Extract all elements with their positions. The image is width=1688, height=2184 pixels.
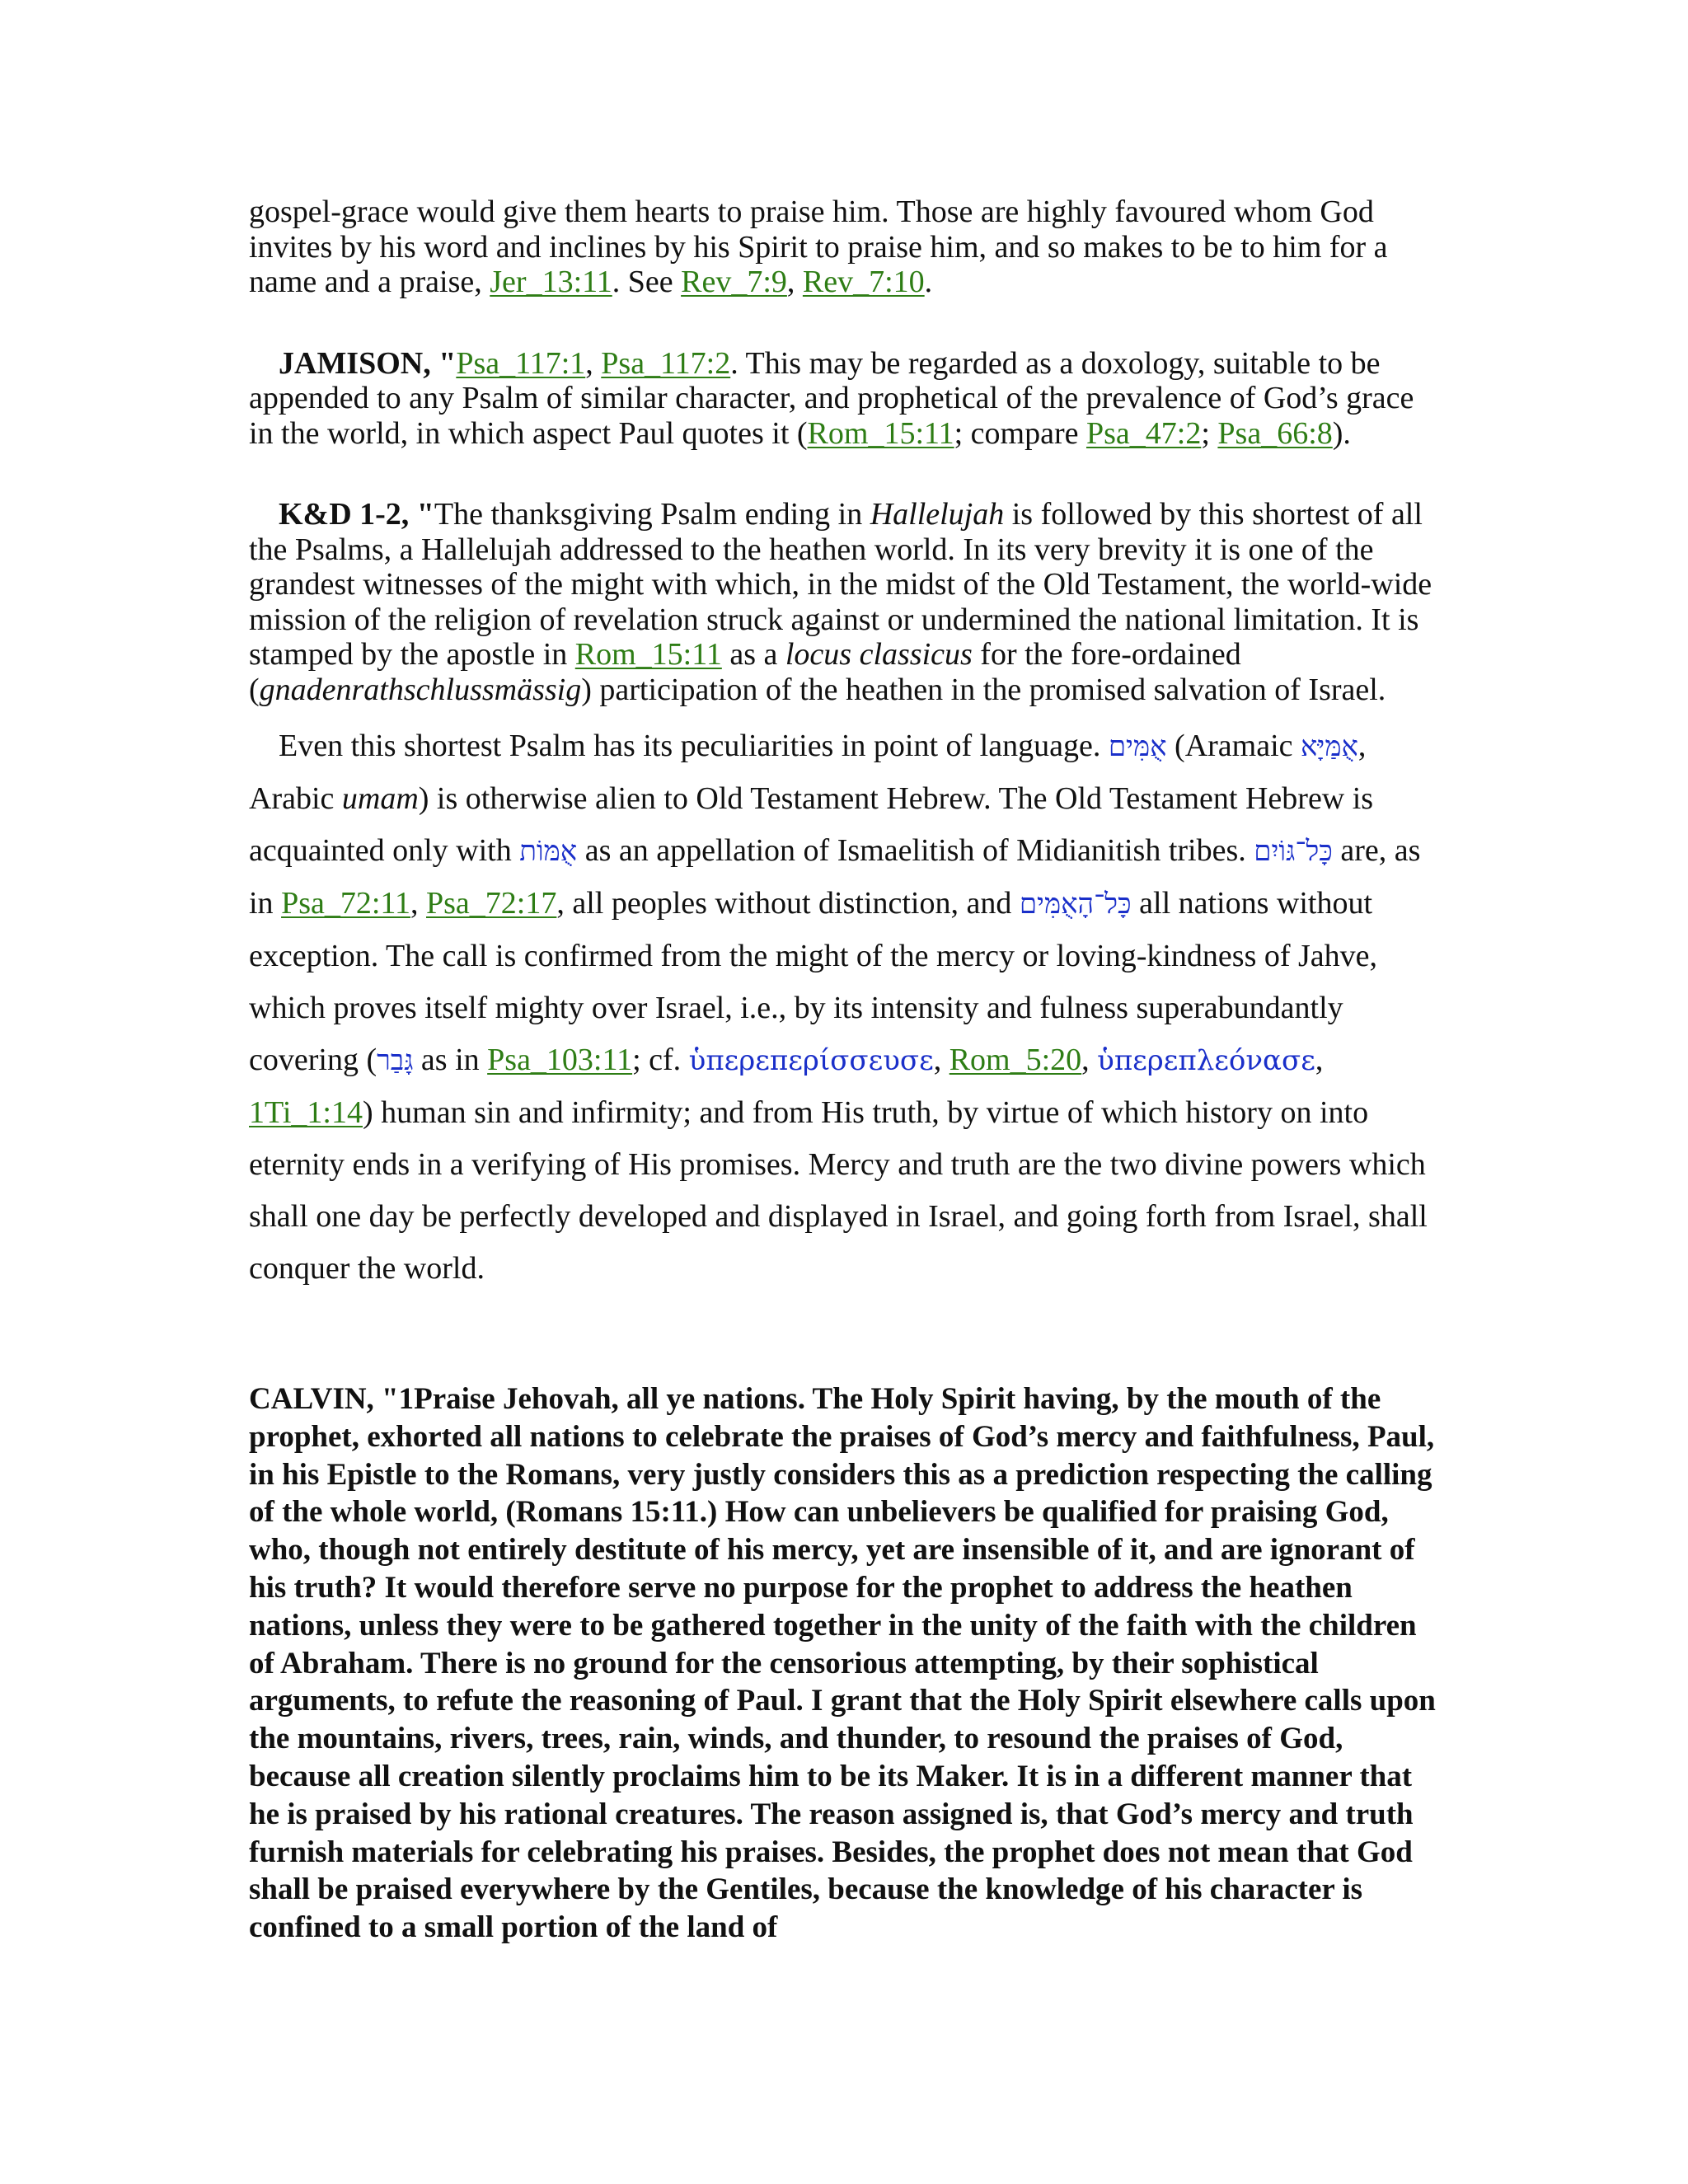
scripture-link-jer-13-11[interactable]: Jer_13:11 [490,265,612,299]
separator: , [933,1043,950,1077]
separator: , [786,265,803,299]
text: as a [721,637,785,672]
text: are, as in [249,833,1421,921]
text: The thanksgiving Psalm ending in [434,497,870,532]
scripture-link-psa-47-2[interactable]: Psa_47:2 [1085,415,1202,451]
scripture-link-psa-117-1[interactable]: Psa_117:1 [456,345,586,381]
italic-term: Hallelujah [870,497,1005,532]
text: . [924,265,933,299]
scripture-link-rev-7-10[interactable]: Rev_7:10 [802,265,925,299]
separator: , [1081,1043,1098,1077]
text: as an appellation of Ismaelitish of Midianitish tribes. [577,833,1254,868]
scripture-link-rom-15-11[interactable]: Rom_15:11 [574,637,722,672]
hebrew-word: גָּבַר [377,1044,414,1077]
scripture-link-rom-15-11[interactable]: Rom_15:11 [807,415,954,451]
commentator-label: K&D 1-2, " [279,497,434,532]
greek-word: ὑπερεπλεόνασε [1097,1044,1315,1077]
text: . This may be regarded as a doxology, suitable to be appended to any Psalm of similar character, and prophetical of the prevalence of God’s grace in the world, in which aspect Paul quotes it ( [249,345,1414,451]
text: ; cf. [632,1043,689,1077]
calvin-paragraph: CALVIN, "1Praise Jehovah, all ye nations. The Holy Spirit having, by the mouth of the prophet, exhorted all nations to celebrate the praises of God’s mercy and faithfulness, Paul, in his Epistle to the Romans, very justly considers this as a prediction respecting the calling of the whole world, (Romans 15:11.) How can unbelievers be qualified for praising God, who, though not entirely destitute of his mercy, yet are insensible of it, and are ignorant of his truth? It would therefore serve no purpose for the prophet to address the heathen nations, unless they were to be gathered together in the unity of the faith with the children of Abraham. There is no ground for the censorious attempting, by their sophistical arguments, to refute the reasoning of Paul. I grant that the Holy Spirit elsewhere calls upon the mountains, rivers, trees, rain, winds, and thunder, to resound the praises of God, because all creation silently proclaims him to be its Maker. It is in a different manner that he is praised by his rational creatures. The reason assigned is, that God’s mercy and truth furnish materials for celebrating his praises. Besides, the prophet does not mean that God shall be praised everywhere by the Gentiles, because the knowledge of his character is confined to a small portion of the land of [249,1382,1436,1945]
text: all nations without exception. The call is confirmed from the might of the mercy or loving-kindness of Jahve, which proves itself mighty over Israel, i.e., by its intensity and fulness superabundantly covering ( [249,886,1378,1077]
hebrew-word: אֻמּוֹת [519,835,578,868]
text: as in [413,1043,488,1077]
separator: , [585,345,602,381]
kd-language-paragraph [249,720,1446,1295]
italic-term: gnadenrathschlussmässig [259,672,582,707]
text: . See [612,265,682,299]
scripture-link-psa-72-17[interactable]: Psa_72:17 [426,886,557,921]
kd-paragraph [249,497,1446,707]
hebrew-word: אֻמַּיָּא [1301,730,1358,763]
text: , all peoples without distinction, and [556,886,1020,921]
separator: , [410,886,426,921]
text: Even this shortest Psalm has its peculiarities in point of language. [279,729,1109,763]
separator: , [1315,1043,1324,1077]
separator: ; [1201,415,1218,451]
greek-word: ὑπερεπερίσσευσε [688,1044,934,1077]
hebrew-word: כָּל־גּוֹיִם [1254,835,1333,868]
text: gospel-grace would give them hearts to praise him. Those are highly favoured whom God invites by his word and inclines by his Spirit to praise him, and so makes to be to him for a name and a praise, [249,194,1388,299]
italic-term: umam [341,781,419,816]
scripture-link-psa-66-8[interactable]: Psa_66:8 [1217,415,1333,451]
scripture-link-1ti-1-14[interactable]: 1Ti_1:14 [249,1095,363,1130]
hebrew-word: אֻמִּים [1108,730,1167,763]
text: (Aramaic [1166,729,1301,763]
hebrew-word: כָּל־הָאֻמִּים [1019,888,1132,921]
text: ) is otherwise alien to Old Testament Hebrew. The Old Testament Hebrew is acquainted only with [249,781,1374,868]
text: ; compare [954,415,1086,451]
scripture-link-psa-72-11[interactable]: Psa_72:11 [281,886,410,921]
scripture-link-psa-103-11[interactable]: Psa_103:11 [487,1043,633,1077]
scripture-link-psa-117-2[interactable]: Psa_117:2 [601,345,731,381]
scripture-link-rom-5-20[interactable]: Rom_5:20 [949,1043,1082,1077]
italic-term: locus classicus [785,637,973,672]
text: is followed by this shortest of all the Psalms, a Hallelujah addressed to the heathen world. In its very brevity it is one of the grandest witnesses of the might with which, in the midst of the Old Testament, the world-wide mission of the religion of revelation struck against or undermined the national limitation. It is stamped by the apostle in [249,497,1432,672]
gospel-paragraph [249,194,1446,300]
text: for the fore-ordained ( [249,637,1241,707]
jamison-paragraph [249,346,1446,452]
text: ). [1332,415,1351,451]
document-page [249,194,1446,1947]
commentator-label: JAMISON, " [279,345,457,381]
text: , Arabic [249,729,1367,816]
text: ) participation of the heathen in the promised salvation of Israel. [581,672,1386,707]
scripture-link-rev-7-9[interactable]: Rev_7:9 [681,265,787,299]
text: ) human sin and infirmity; and from His truth, by virtue of which history on into eternity ends in a verifying of His promises. Mercy and truth are the two divine powers which shall one day be perfectly developed and displayed in Israel, and going forth from Israel, shall conquer the world. [249,1095,1428,1286]
